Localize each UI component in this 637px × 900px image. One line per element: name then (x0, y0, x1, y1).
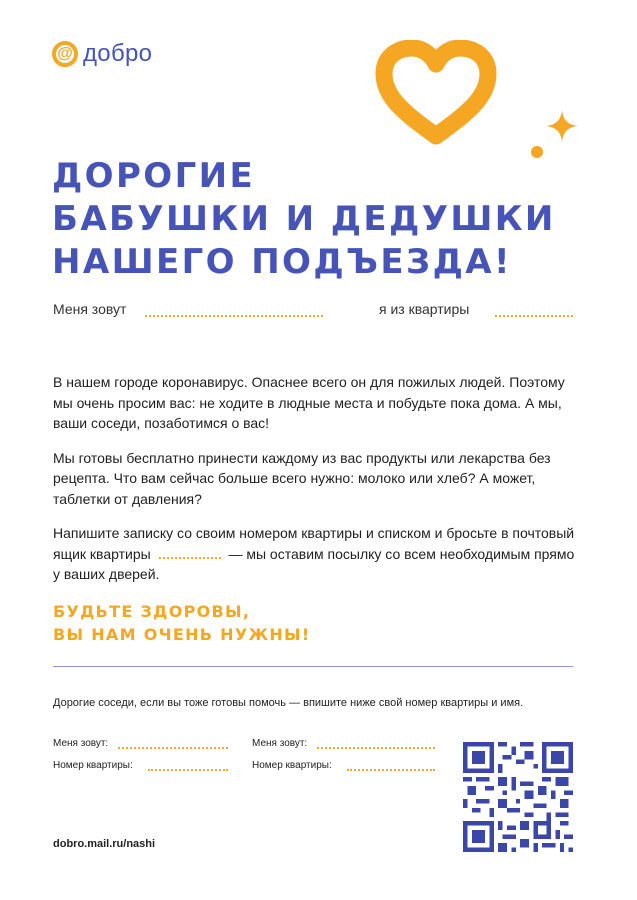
paragraph: В нашем городе коронавирус. Опаснее всего он для пожилых людей. Поэтому мы очень просим вас: не ходите в людные места и побудьте пока дома. А мы, ваши соседи, позаботимся о вас! (53, 374, 565, 431)
sparkle-icon (546, 110, 578, 142)
my-name-field[interactable] (145, 303, 323, 317)
mailbox-apartment-field[interactable] (159, 547, 221, 559)
call-line: БУДЬТЕ ЗДОРОВЫ, (53, 602, 251, 621)
title-line: НАШЕГО ПОДЪЕЗДА! (52, 242, 512, 282)
form-name-field[interactable] (317, 739, 435, 749)
page-title (52, 155, 556, 284)
call-to-action (53, 600, 311, 646)
intro-row (53, 301, 583, 323)
form-apartment-label: Номер квартиры: (53, 760, 133, 771)
paragraph: Мы готовы бесплатно принести каждому из вас продукты или лекарства без рецепта. Что вам сейчас больше всего нужно: молоко или хлеб? А может, таблетки от давления? (53, 449, 551, 507)
at-logo-icon: @ (52, 41, 78, 67)
dobro-logo (52, 40, 152, 68)
title-line: ДОРОГИЕ (52, 156, 256, 196)
form-apartment-field[interactable] (148, 761, 228, 771)
apartment-field[interactable] (495, 303, 573, 317)
qr-code[interactable] (463, 742, 573, 852)
logo-text: добро (83, 40, 153, 67)
paragraph-part: — мы оставим посылку со всем необходимым прямо у ваших дверей. (53, 545, 575, 582)
form-apartment-label: Номер квартиры: (252, 760, 332, 771)
neighbors-note: Дорогие соседи, если вы тоже готовы помочь — впишите ниже свой номер квартиры и имя. (53, 697, 524, 709)
paragraph-part: Напишите записку со своим номером квартиры и списком и бросьте в почтовый ящик квартиры (53, 525, 575, 562)
form-name-field[interactable] (118, 739, 228, 749)
call-line: ВЫ НАМ ОЧЕНЬ НУЖНЫ! (53, 625, 311, 644)
form-name-label: Меня зовут: (252, 738, 308, 749)
form-apartment-field[interactable] (347, 761, 435, 771)
letter-body (53, 372, 583, 599)
title-line: БАБУШКИ И ДЕДУШКИ (52, 199, 556, 239)
site-url[interactable]: dobro.mail.ru/nashi (53, 838, 156, 850)
divider (53, 666, 573, 667)
form-name-label: Меня зовут: (53, 738, 109, 749)
paragraph (53, 523, 583, 585)
heart-icon (372, 40, 500, 146)
apartment-label: я из квартиры (379, 301, 470, 317)
my-name-label: Меня зовут (53, 301, 127, 317)
